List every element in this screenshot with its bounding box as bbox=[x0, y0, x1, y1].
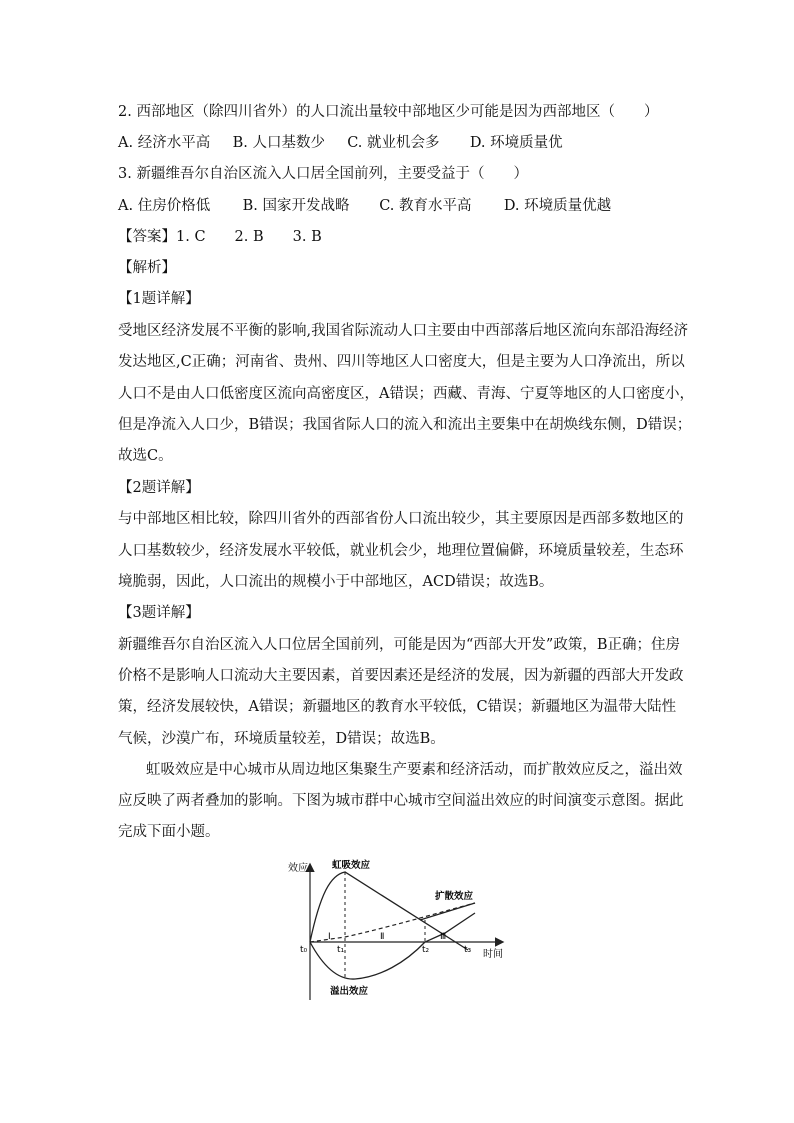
explain-2-heading: 【2题详解】 bbox=[118, 480, 200, 496]
t0-label: t₀ bbox=[300, 945, 308, 955]
explain-2-line: 境脆弱，因此，人口流出的规模小于中部地区，ACD错误；故选B。 bbox=[118, 574, 554, 590]
explain-1-line: 受地区经济发展不平衡的影响,我国省际流动人口主要由中西部落后地区流向东部沿海经济 bbox=[118, 323, 689, 339]
explain-1-line: 故选C。 bbox=[118, 448, 173, 464]
intro-line: 虹吸效应是中心城市从周边地区集聚生产要素和经济活动，而扩散效应反之，溢出效 bbox=[146, 762, 683, 778]
explain-3-line: 策，经济发展较快，A错误；新疆地区的教育水平较低，C错误；新疆地区为温带大陆性 bbox=[118, 699, 677, 715]
stage-1-label: Ⅰ bbox=[328, 932, 331, 942]
diffusion-effect-upper bbox=[420, 903, 475, 920]
option-c: C. 教育水平高 bbox=[379, 198, 472, 214]
option-d: D. 环境质量优 bbox=[469, 135, 563, 151]
explain-2-line: 人口基数较少，经济发展水平较低，就业机会少，地理位置偏僻，环境质量较差，生态环 bbox=[118, 543, 684, 559]
t3-label: t₃ bbox=[464, 945, 472, 955]
explain-1-line: 发达地区,C正确；河南省、贵州、四川等地区人口密度大，但是主要为人口净流出，所以 bbox=[118, 354, 685, 370]
intro-line: 完成下面小题。 bbox=[118, 824, 220, 840]
stage-3-label: Ⅲ bbox=[440, 932, 447, 942]
explain-3-line: 新疆维吾尔自治区流入人口位居全国前列，可能是因为“西部大开发”政策，B正确；住房 bbox=[118, 637, 680, 653]
diffusion-effect-curve bbox=[310, 903, 475, 942]
question-3-stem: 3. 新疆维吾尔自治区流入人口居全国前列，主要受益于（ ） bbox=[118, 166, 528, 182]
t1-label: t₁ bbox=[337, 945, 345, 955]
answer-line: 【答案】1. C 2. B 3. B bbox=[118, 229, 322, 245]
t2-label: t₂ bbox=[422, 945, 430, 955]
explain-3-line: 价格不是影响人口流动大主要因素，首要因素还是经济的发展，因为新疆的西部大开发政 bbox=[118, 668, 684, 684]
spillover-effect-diagram bbox=[270, 855, 520, 1005]
question-2-options bbox=[118, 133, 563, 153]
option-d: D. 环境质量优越 bbox=[503, 198, 612, 214]
option-b: B. 人口基数少 bbox=[232, 135, 325, 151]
explain-3-line: 气候，沙漠广布，环境质量较差，D错误；故选B。 bbox=[118, 731, 445, 747]
stage-2-label: Ⅱ bbox=[380, 932, 385, 942]
siphon-label: 虹吸效应 bbox=[332, 860, 371, 871]
option-c: C. 就业机会多 bbox=[347, 135, 440, 151]
analysis-heading: 【解析】 bbox=[118, 260, 176, 276]
spillover-label: 溢出效应 bbox=[330, 986, 369, 997]
intro-line: 应反映了两者叠加的影响。下图为城市群中心城市空间溢出效应的时间演变示意图。据此 bbox=[118, 793, 684, 809]
option-b: B. 国家开发战略 bbox=[242, 198, 350, 214]
diffusion-label: 扩散效应 bbox=[435, 891, 474, 902]
option-a: A. 住房价格低 bbox=[118, 198, 211, 214]
option-a: A. 经济水平高 bbox=[118, 135, 211, 151]
x-axis-label: 时间 bbox=[483, 949, 503, 960]
explain-3-heading: 【3题详解】 bbox=[118, 605, 200, 621]
explain-2-line: 与中部地区相比较，除四川省外的西部省份人口流出较少，其主要原因是西部多数地区的 bbox=[118, 511, 684, 527]
question-2-stem: 2. 西部地区（除四川省外）的人口流出量较中部地区少可能是因为西部地区（ ） bbox=[118, 104, 659, 120]
question-3-options bbox=[118, 196, 611, 216]
spillover-effect-curve bbox=[310, 913, 475, 979]
explain-1-line: 人口不是由人口低密度区流向高密度区，A错误；西藏、青海、宁夏等地区的人口密度小， bbox=[118, 386, 694, 402]
y-axis-label: 效应 bbox=[288, 863, 308, 874]
explain-1-heading: 【1题详解】 bbox=[118, 291, 200, 307]
explain-1-line: 但是净流入人口少，B错误；我国省际人口的流入和流出主要集中在胡焕线东侧，D错误； bbox=[118, 417, 692, 433]
